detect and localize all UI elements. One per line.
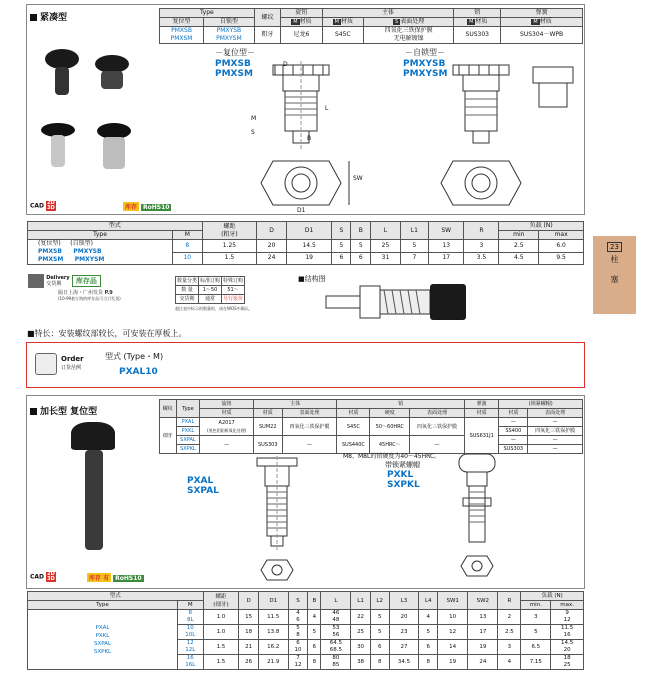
structure-label: ■结构图 (298, 275, 326, 283)
long-type-drawing (237, 456, 327, 586)
rohs-badge-2: RoHS10 (115, 575, 142, 582)
side-tab-label-1: 柱 (610, 255, 619, 264)
dim-m: M (251, 115, 257, 122)
return-type-title: －复位型－ (215, 48, 255, 57)
stock-item-badge: 库存品 (72, 275, 101, 287)
delivery-block: Delivery 交货期 库存品 隔日上海・广州发货 P.9 (10-99套订购的库存品可当日发货) (28, 274, 168, 302)
hardness-note: M8、M8L的销硬度为40～45HRC。 (343, 453, 441, 460)
stock-badge: 库存 (125, 204, 138, 211)
section-title-2: 加长型 复位型 (30, 404, 97, 417)
table-row: 10 10L 1.0 18 13.8 5 8 5 53 56 25 5 23 5 12 17 2.5 5 11.5 16 (28, 625, 584, 640)
dim-s: S (251, 129, 255, 136)
cad-badge[interactable]: CAD 2D 3D (30, 200, 55, 211)
side-tab-number: 23 (607, 242, 622, 252)
material-spec-table: Type 螺纹 旋钮 主体 销 弹簧 复位型 自锁型 M 材质 M 材质 S 表面处理 M 材质 M 材质 PMXSB PMXSM PMXYSB PMXYSM 粗牙 尼龙6 S45C 四氧化三铁保护膜 无电解镀镍 SUS303 SUS304－WPB (159, 8, 583, 44)
order-code: PXAL10 (119, 367, 158, 377)
order-head: 型式 (Type・M) (105, 352, 164, 361)
side-tab-label-2: 塞 (610, 275, 619, 284)
table-row: 12 12L 1.5 21 16.2 6 10 6 64.5 68.5 30 6 27 6 14 19 3 6.5 14.5 20 (28, 640, 584, 655)
return-type-drawing (213, 61, 393, 216)
product-photo-silver-2-body (103, 137, 125, 169)
long-material-spec-table: 螺纹 Type 旋钮 主体 销 弹簧 (锁紧螺帽) 材质 材质 表面处理 材质 硬度 表面处理 材质 材质 表面处理 细牙 PXAL A2017 (黑色铝阳极氧化处理) SUM22 四氧化三铁保护膜 S45C 50～60HRC 四氧化三铁保护膜 SUS631J1 — — PXKL SS400 四氧化三铁保护膜 SXPAL — SUS303 — SUS440C 45HRC～ — — — SXPKL SUS303 — (159, 399, 583, 454)
product-photo-long-body (85, 450, 103, 550)
quantity-table: 数量分类 标准订购 特殊订购 数 量 1～50 51～ 交货期 通常 另行报价 (177, 278, 244, 302)
dim-d: D (283, 61, 288, 68)
cad-2d-3d-badge[interactable]: 2D 3D (47, 200, 55, 211)
return-type-codes: PMXSB PMXSM (215, 59, 253, 79)
product-photo-long-knob (71, 422, 115, 450)
order-label-cn: 订货范例 (61, 365, 82, 371)
dim-sw: SW (353, 175, 363, 182)
dim-b: B (307, 135, 312, 142)
order-label: Order (61, 355, 84, 363)
product-photo-black-1-thread (55, 67, 69, 95)
locknut-drawing (445, 452, 515, 586)
structure-drawing (322, 280, 472, 324)
cad-badge-2[interactable]: CAD 2D 3D (30, 571, 55, 582)
lock-type-title: －自锁型－ (405, 48, 445, 57)
order-example-box (26, 342, 585, 388)
product-photo-silver-1-body (51, 135, 65, 167)
compact-type-panel (26, 4, 585, 215)
lock-type-drawing (423, 61, 583, 216)
qty-note: 超过表中标示的数量时，请在WOS中确认。 (175, 306, 253, 311)
long-return-codes: PXAL SXPAL (187, 476, 219, 496)
long-dimension-table: 型式 螺距 (细牙) D D1 S B L L1 L2 L3 L4 SW1 SW2 R 负载 (N) Type M min. max. PXAL PXKL SXPAL SXPKL 8 8L 1.0 15 11.5 4 6 4 46 48 22 5 20 4 10 13 2 3 9 12 10 10L 1.0 18 13.8 5 8 5 53 56 25 5 23 5 12 17 2.5 5 11.5 16 12 12L 1.5 21 16.2 6 10 6 64.5 68.5 30 6 27 6 14 19 3 6.5 14.5 20 16 16L 1.5 26 21.9 7 12 8 80 85 38 8 34.5 8 19 24 4 7.15 18 25 (27, 591, 584, 670)
rohs-badge: RoHS10 (143, 204, 170, 211)
compact-dimension-table: 型式 螺距 (粗牙) D D1 S B L L1 SW R 负载 (N) Type M min max (复位型) (自锁型) PMXSB PMXYSB PMXSM PMXYSM 8 1.25 20 14.5 5 5 25 5 13 3 2.5 6.0 10 1.5 24 19 6 6 31 7 17 3.5 4.5 9.5 (27, 221, 584, 265)
dim-d1: D1 (297, 207, 306, 214)
lock-type-codes: PMXYSB PMXYSM (403, 59, 448, 79)
dim-l: L (325, 105, 329, 112)
stock-badge-2: 库存 有 (89, 575, 110, 582)
side-tab[interactable] (593, 236, 636, 314)
table-row: PXAL PXKL SXPAL SXPKL 8 8L 1.0 15 11.5 4 6 4 46 48 22 5 20 4 10 13 2 3 9 12 (28, 610, 584, 625)
table-row: 16 16L 1.5 26 21.9 7 12 8 80 85 38 8 34.5 8 19 24 4 7.15 18 25 (28, 655, 584, 670)
section-title: 紧凑型 (30, 10, 67, 23)
product-photo-black-2-thread (101, 71, 123, 89)
long-type-panel (26, 395, 585, 589)
product-photo-black-1 (45, 49, 79, 69)
locknut-title: 带锁紧螺帽 (385, 461, 420, 469)
table-row: 10 (173, 252, 203, 265)
truck-icon (28, 274, 44, 288)
table-row: 8 (173, 240, 203, 253)
feature-text: ■特长：安装螺纹部较长，可安装在厚板上。 (27, 329, 187, 338)
long-locknut-codes: PXKL SXPKL (387, 470, 420, 490)
order-icon (35, 353, 57, 375)
